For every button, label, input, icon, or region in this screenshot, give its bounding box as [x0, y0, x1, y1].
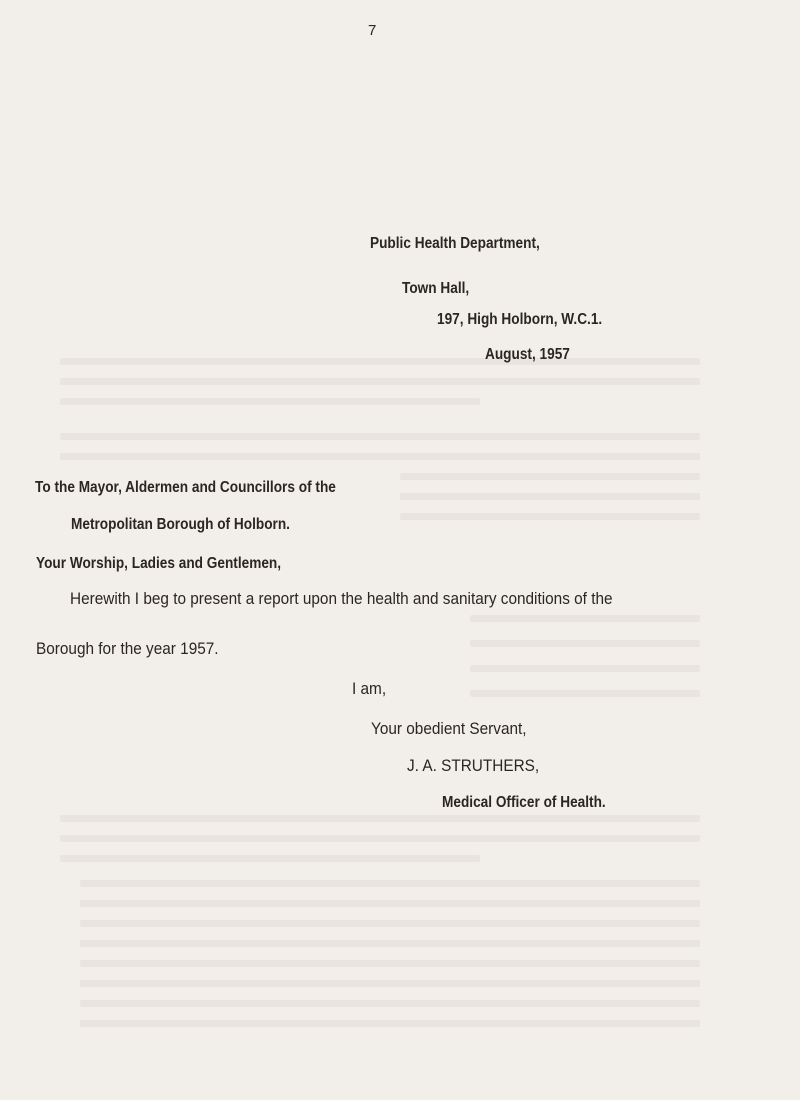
- show-through-line: [60, 815, 700, 822]
- letterhead-street: 197, High Holborn, W.C.1.: [437, 311, 603, 328]
- signatory-name: J. A. STRUTHERS,: [407, 757, 540, 775]
- show-through-line: [80, 940, 700, 947]
- show-through-line: [60, 378, 700, 385]
- show-through-line: [60, 835, 700, 842]
- closing-i-am: I am,: [352, 680, 387, 698]
- show-through-line: [80, 920, 700, 927]
- letterhead-department: Public Health Department,: [370, 235, 540, 252]
- show-through-line: [60, 358, 700, 365]
- show-through-line: [400, 473, 700, 480]
- show-through-line: [80, 960, 700, 967]
- show-through-line: [60, 433, 700, 440]
- show-through-line: [80, 980, 700, 987]
- page-number: 7: [368, 22, 377, 39]
- body-line-2: Borough for the year 1957.: [36, 640, 219, 658]
- show-through-line: [60, 398, 480, 405]
- show-through-line: [470, 665, 700, 672]
- show-through-line: [470, 615, 700, 622]
- show-through-line: [400, 513, 700, 520]
- show-through-line: [60, 855, 480, 862]
- show-through-line: [60, 453, 700, 460]
- body-line-1: Herewith I beg to present a report upon the health and sanitary conditions of the: [70, 590, 613, 608]
- letterhead-building: Town Hall,: [402, 280, 470, 297]
- salutation: Your Worship, Ladies and Gentlemen,: [36, 555, 282, 572]
- show-through-line: [400, 493, 700, 500]
- addressee-line-2: Metropolitan Borough of Holborn.: [71, 516, 290, 533]
- show-through-line: [80, 1020, 700, 1027]
- show-through-line: [80, 1000, 700, 1007]
- signatory-title: Medical Officer of Health.: [442, 794, 606, 811]
- letter-date: August, 1957: [485, 346, 570, 363]
- addressee-line-1: To the Mayor, Aldermen and Councillors of the: [35, 479, 336, 496]
- show-through-line: [80, 900, 700, 907]
- show-through-line: [80, 880, 700, 887]
- show-through-line: [470, 690, 700, 697]
- closing-valediction: Your obedient Servant,: [371, 720, 527, 738]
- show-through-line: [470, 640, 700, 647]
